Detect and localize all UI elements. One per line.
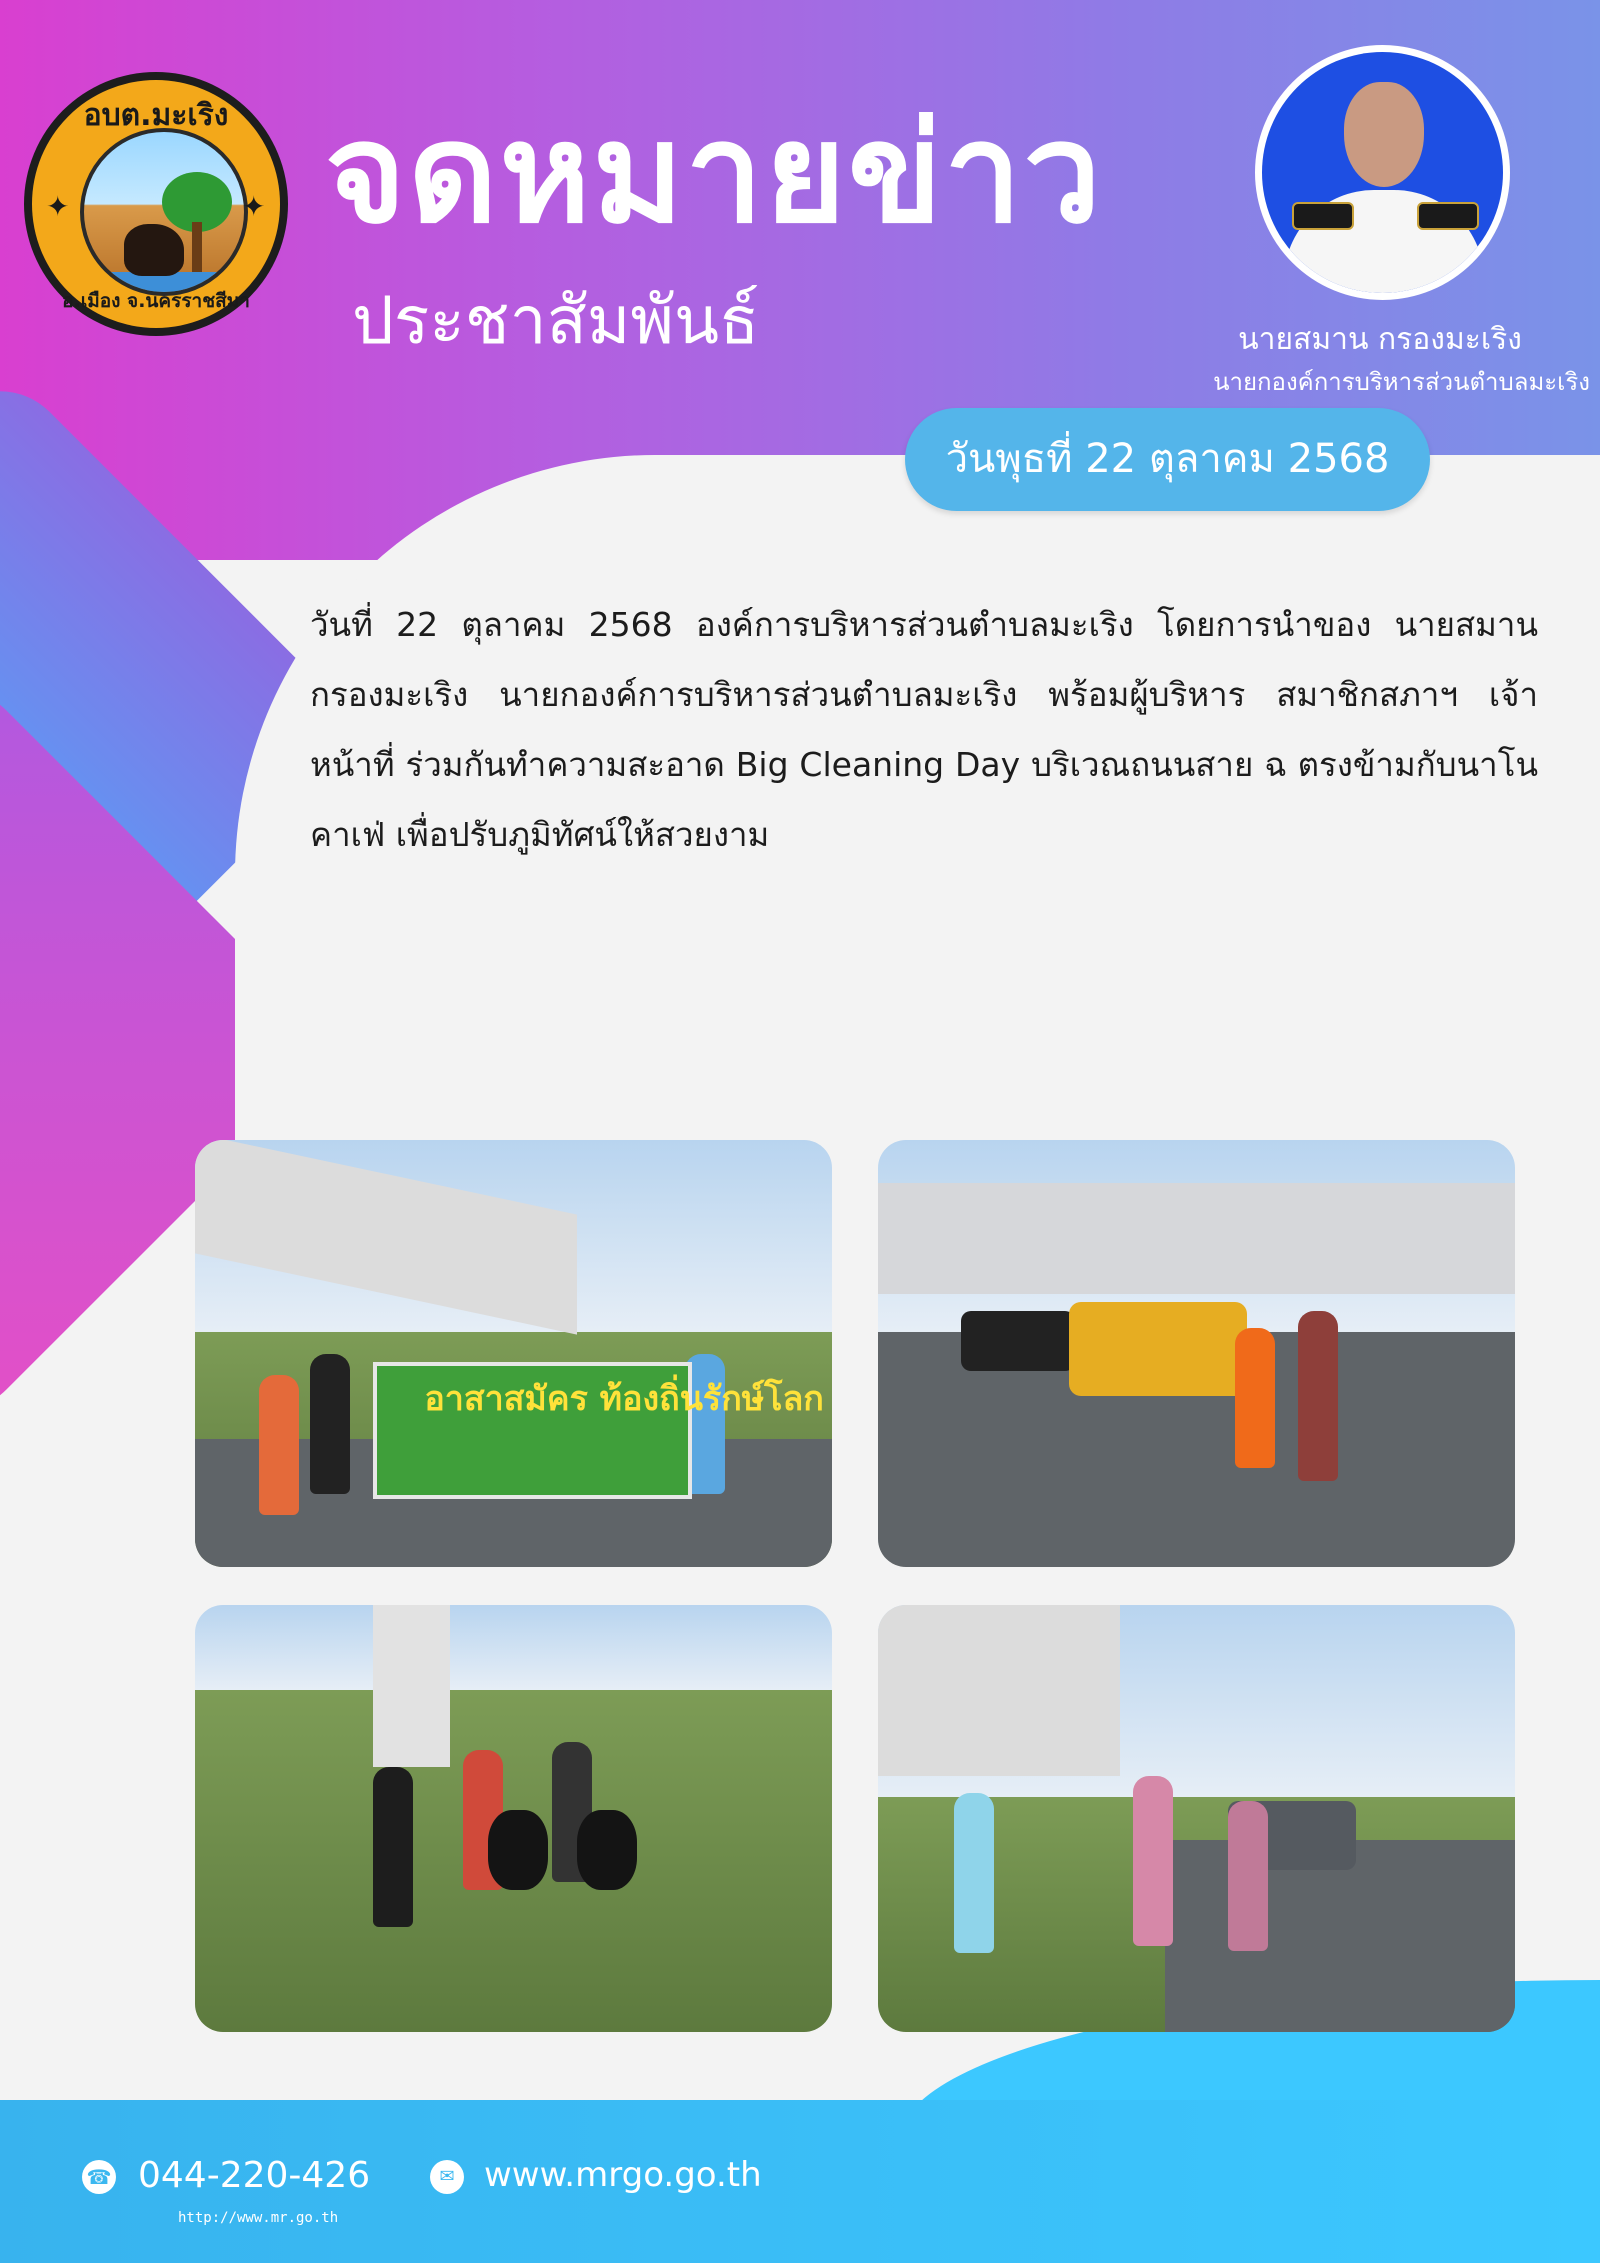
star-icon: ✦ <box>46 190 70 223</box>
photo-group-banner <box>195 1140 832 1567</box>
website-link[interactable]: www.mrgo.go.th <box>484 2155 762 2195</box>
official-name: นายสมาน กรองมะเริง <box>1238 322 1522 357</box>
small-url: http://www.mr.go.th <box>178 2210 339 2226</box>
news-body: วันที่ 22 ตุลาคม 2568 องค์การบริหารส่วนตำบลมะเริง โดยการนำของ นายสมาน กรองมะเริง นายกองค์การบริหารส่วนตำบลมะเริง พร้อมผู้บริหาร สมาชิกสภาฯ เจ้าหน้าที่ ร่วมกันทำความสะอาด Big Cleaning Day บริเวณถนนสาย ฉ ตรงข้ามกับนาโนคาเฟ่ เพื่อปรับภูมิทัศน์ให้สวยงาม <box>310 605 1538 854</box>
photo-roadside-cleanup <box>878 1605 1515 2032</box>
phone-icon: ☎ <box>82 2160 116 2194</box>
official-position: นายกองค์การบริหารส่วนตำบลมะเริง <box>1213 368 1590 396</box>
horse-icon <box>124 224 184 276</box>
logo-emblem <box>80 128 248 296</box>
page-title: จดหมายข่าว <box>325 93 1104 254</box>
phone-number[interactable]: 044-220-426 <box>138 2155 371 2196</box>
mail-icon: ✉ <box>430 2160 464 2194</box>
banner-text: อาสาสมัคร ท้องถิ่นรักษ์โลก <box>424 1378 824 1419</box>
official-portrait <box>1255 45 1510 300</box>
photo-road-trucks <box>878 1140 1515 1567</box>
logo-bottom-text: อ.เมือง จ.นครราชสีมา <box>62 290 250 312</box>
organization-logo <box>24 72 288 336</box>
page-subtitle: ประชาสัมพันธ์ <box>352 282 760 359</box>
logo-top-text: อบต.มะเริง <box>83 98 229 133</box>
photo-collecting-trash <box>195 1605 832 2032</box>
star-icon: ✦ <box>242 190 266 223</box>
date-badge: วันพุธที่ 22 ตุลาคม 2568 <box>905 408 1430 511</box>
